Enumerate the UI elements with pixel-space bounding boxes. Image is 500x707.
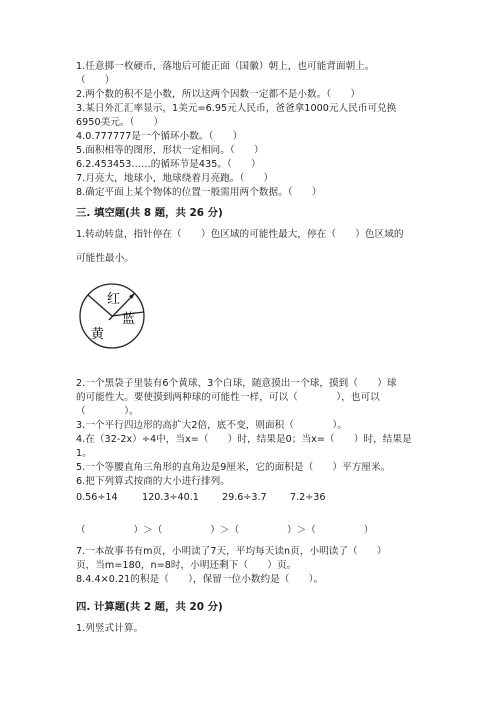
expression-3: 29.6÷3.7 [222, 492, 267, 503]
judge-item-1-blank: （ ） [76, 75, 115, 86]
judge-item-2: 2.两个数的积不是小数，所以这两个因数一定都不是小数。（ ） [76, 89, 361, 100]
judge-item-7: 7.月亮大，地球小，地球绕着月亮跑。（ ） [76, 173, 274, 184]
spinner-label-blue: 蓝 [122, 312, 136, 327]
spinner-figure [74, 283, 154, 349]
judge-item-6: 6.2.453453……的循环节是435。（ ） [76, 159, 261, 170]
fill-q7-line2: 页，当m=180，n=8时，小明还剩下（ ）页。 [76, 560, 297, 571]
fill-q1-line2: 可能性最小。 [76, 253, 134, 264]
expression-4: 7.2÷36 [290, 492, 326, 503]
judge-item-4: 4.0.777777是一个循环小数。（ ） [76, 131, 243, 142]
fill-q4-line1: 4.在（32-2x）÷4中，当x=（ ）时，结果是0；当x=（ ）时，结果是 [76, 434, 412, 445]
judge-item-8: 8.确定平面上某个物体的位置一般需用两个数据。（ ） [76, 187, 322, 198]
spinner-label-red: 红 [107, 292, 121, 307]
calc-q1: 1.列竖式计算。 [76, 623, 144, 634]
fill-q2-line1: 2.一个黑袋子里装有6个黄球、3个白球，随意摸出一个球，摸到（ ）球 [76, 378, 397, 389]
judge-item-1: 1.任意掷一枚硬币，落地后可能正面（国徽）朝上，也可能背面朝上。 [76, 61, 375, 72]
judge-item-3-cont: 6950美元。（ ） [76, 117, 164, 128]
spinner-label-yellow: 黄 [91, 327, 105, 342]
fill-q3: 3.一个平行四边形的高扩大2倍，底不变，则面积（ ）。 [76, 420, 347, 431]
fill-q2-line3: （ ）。 [76, 406, 139, 417]
section-heading-calc: 四. 计算题(共 2 题，共 20 分) [76, 601, 223, 613]
ordering-blanks: （ ）＞（ ）＞（ ）＞（ ） [76, 525, 374, 536]
fill-q7-line1: 7.一本故事书有m页，小明读了7天，平均每天读n页，小明读了（ ） [76, 546, 387, 557]
judge-item-5: 5.面积相等的图形，形状一定相同。（ ） [76, 145, 264, 156]
fill-q6: 6.把下列算式按商的大小进行排列。 [76, 476, 230, 487]
fill-q4-line2: 1。 [76, 448, 92, 459]
fill-q2-line2: 的可能性大。要使摸到两种球的可能性一样，可以（ ），也可以 [76, 392, 380, 403]
expression-2: 120.3÷40.1 [142, 492, 199, 503]
fill-q5: 5.一个等腰直角三角形的直角边是9厘米，它的面积是（ ）平方厘米。 [76, 462, 391, 473]
section-heading-fill: 三. 填空题(共 8 题，共 26 分) [76, 207, 223, 219]
fill-q8: 8.4.4×0.21的积是（ ），保留一位小数约是（ ）。 [76, 574, 324, 585]
judge-item-3: 3.某日外汇汇率显示，1美元=6.95元人民币，爸爸拿1000元人民币可兑换 [76, 103, 397, 114]
fill-q1-line1: 1.转动转盘，指针停在（ ）色区域的可能性最大，停在（ ）色区域的 [76, 229, 404, 240]
expression-1: 0.56÷14 [76, 492, 118, 503]
